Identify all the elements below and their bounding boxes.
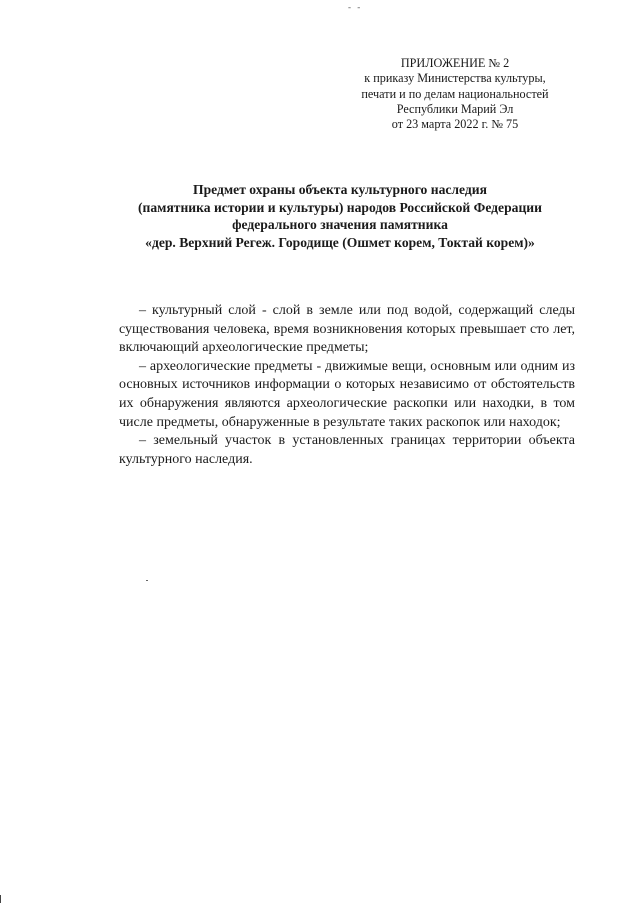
title-line-3: федерального значения памятника xyxy=(232,217,448,232)
appendix-date-line: от 23 марта 2022 г. № 75 xyxy=(391,117,519,132)
title-line-2: (памятника истории и культуры) народов Российской Федерации xyxy=(138,199,542,215)
appendix-number: ПРИЛОЖЕНИЕ № 2 xyxy=(400,56,510,70)
title-line-1: Предмет охраны объекта культурного наследия xyxy=(193,182,487,197)
scan-speck xyxy=(146,580,148,581)
item-cultural-layer: – культурный слой - слой в земле или под водой, содержащий следы существования человека, время возникновения которых превышает сто лет, включающий археологические предметы; xyxy=(119,303,575,356)
scan-mark: - - xyxy=(348,2,363,12)
appendix-order-line: к приказу Министерства культуры, xyxy=(364,71,546,86)
title-line-4: «дер. Верхний Регеж. Городище (Ошмет корем, Токтай корем)» xyxy=(145,234,535,250)
appendix-block xyxy=(330,56,580,132)
protection-items xyxy=(119,302,575,469)
item-archaeological-objects: – археологические предметы - движимые вещи, основным или одним из основных источников информации о которых независимо от обстоятельств их обнаружения являются археологические раскопки или находки, в том числе предметы, обнаруженные в результате таких раскопок или находок; xyxy=(119,358,575,430)
document-title xyxy=(60,181,620,251)
appendix-ministry-line: печати и по делам национальностей xyxy=(361,86,549,101)
appendix-republic-line: Республики Марий Эл xyxy=(396,101,514,116)
item-land-plot: – земельный участок в установленных границах территории объекта культурного наследия. xyxy=(119,433,575,467)
scan-edge-mark xyxy=(0,895,1,903)
